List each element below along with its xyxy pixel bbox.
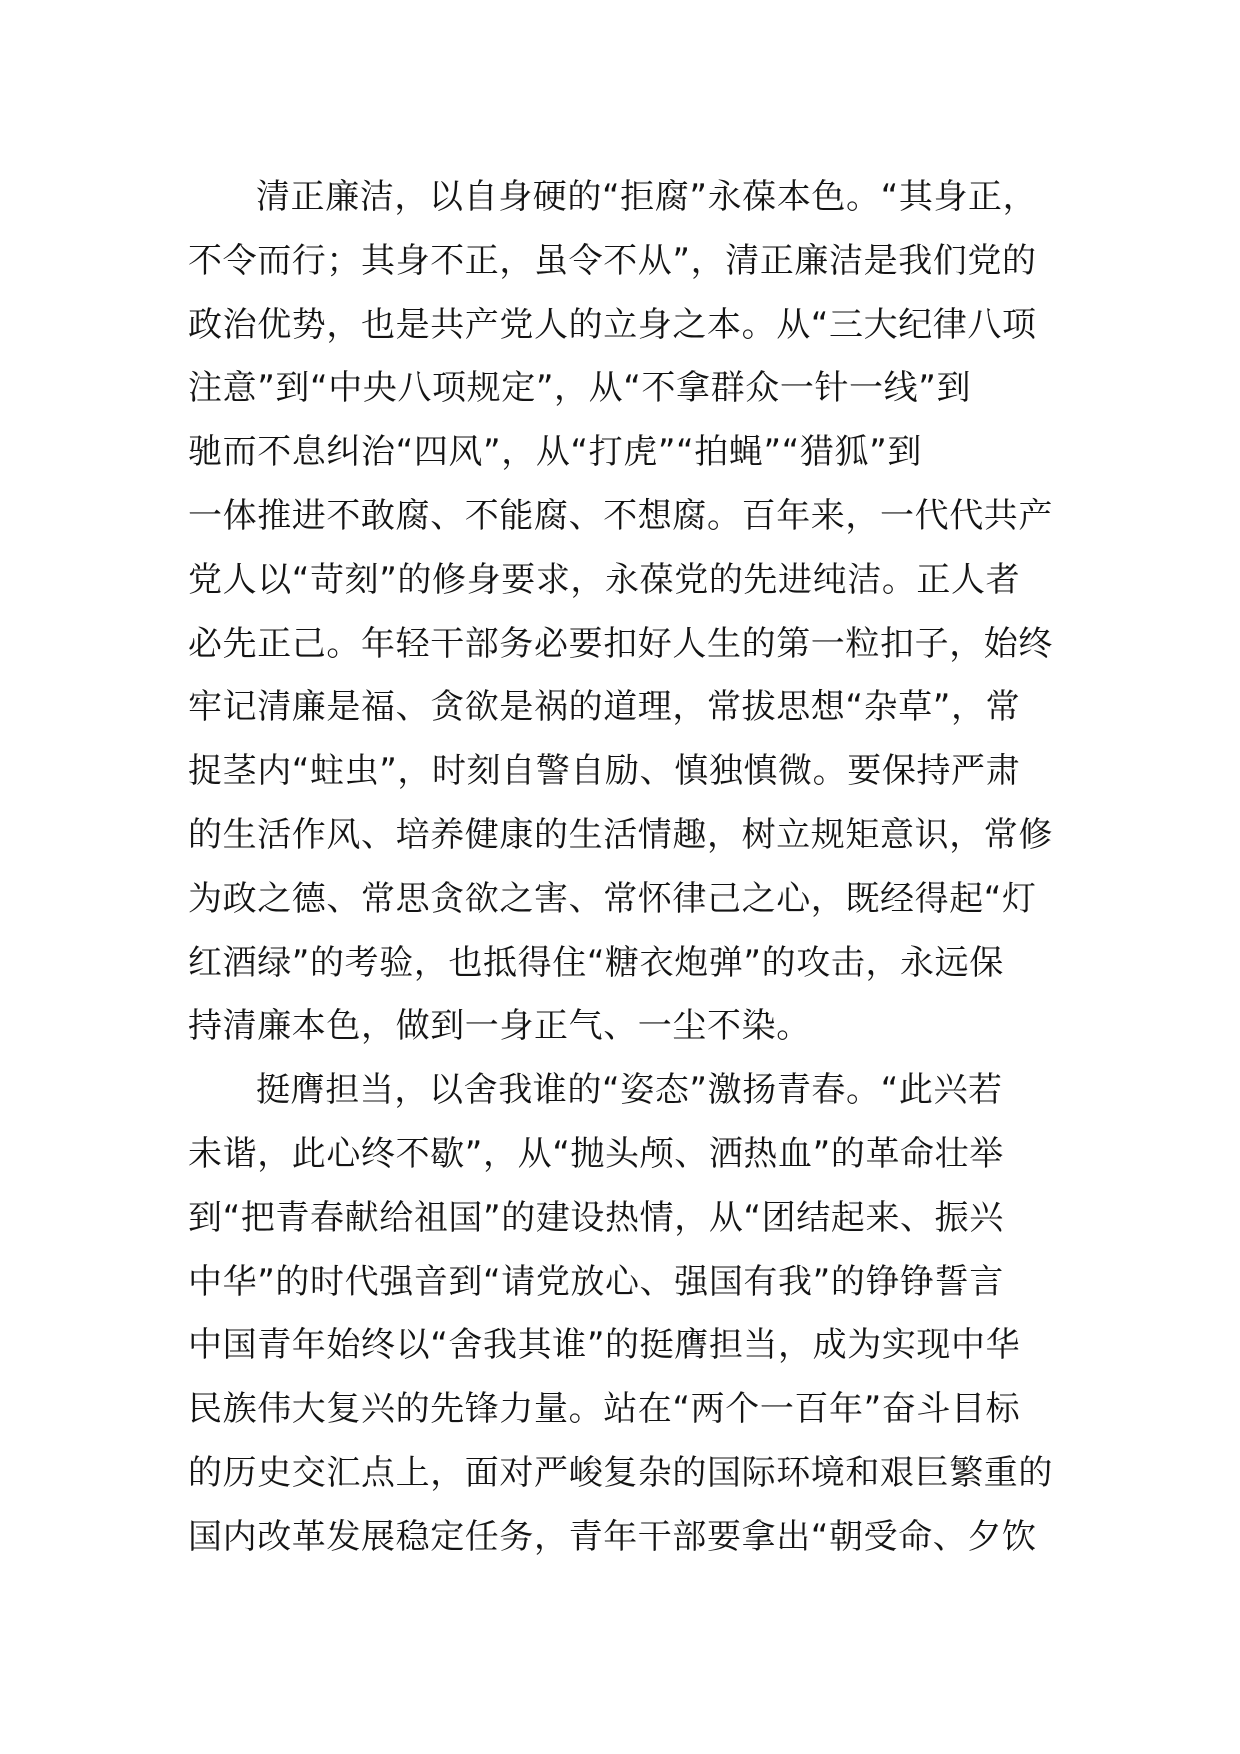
paragraph-line: 一体推进不敢腐、不能腐、不想腐。百年来，一代代共产 — [188, 495, 1053, 536]
paragraph-line: 中国青年始终以“舍我其谁”的挺膺担当，成为实现中华 — [188, 1325, 1021, 1366]
paragraph-line: 注意”到“中央八项规定”，从“不拿群众一针一线”到 — [188, 368, 972, 409]
paragraph-integrity — [188, 166, 1088, 1059]
paragraph-line: 民族伟大复兴的先锋力量。站在“两个一百年”奋斗目标 — [188, 1389, 1021, 1430]
paragraph-line: 驰而不息纠治“四风”，从“打虎”“拍蝇”“猎狐”到 — [188, 432, 922, 473]
paragraph-line: 牢记清廉是福、贪欲是祸的道理，常拔思想“杂草”，常 — [188, 687, 1021, 728]
paragraph-line: 清正廉洁，以自身硬的“拒腐”永葆本色。“其身正， — [256, 177, 1038, 217]
paragraph-line: 红酒绿”的考验，也抵得住“糖衣炮弹”的攻击，永远保 — [188, 942, 1004, 983]
paragraph-line: 持清廉本色，做到一身正气、一尘不染。 — [188, 1006, 811, 1047]
paragraph-line: 未谐，此心终不歇”，从“抛头颅、洒热血”的革命壮举 — [188, 1133, 1004, 1174]
paragraph-line: 国内改革发展稳定任务，青年干部要拿出“朝受命、夕饮 — [188, 1516, 1037, 1557]
paragraph-line: 捉茎内“蛀虫”，时刻自警自励、慎独慎微。要保持严肃 — [188, 751, 1021, 792]
paragraph-line: 必先正己。年轻干部务必要扣好人生的第一粒扣子，始终 — [188, 623, 1053, 664]
body-text — [188, 166, 1088, 1570]
paragraph-line: 中华”的时代强音到“请党放心、强国有我”的铮铮誓言 — [188, 1261, 1004, 1302]
paragraph-line: 党人以“苛刻”的修身要求，永葆党的先进纯洁。正人者 — [188, 559, 1021, 600]
paragraph-line: 政治优势，也是共产党人的立身之本。从“三大纪律八项 — [188, 304, 1037, 345]
paragraph-line: 的生活作风、培养健康的生活情趣，树立规矩意识，常修 — [188, 814, 1053, 855]
paragraph-responsibility — [188, 1059, 1088, 1569]
paragraph-line: 的历史交汇点上，面对严峻复杂的国际环境和艰巨繁重的 — [188, 1452, 1053, 1493]
paragraph-line: 到“把青春献给祖国”的建设热情，从“团结起来、振兴 — [188, 1197, 1004, 1238]
paragraph-line: 为政之德、常思贪欲之害、常怀律己之心，既经得起“灯 — [188, 878, 1037, 919]
paragraph-line: 不令而行；其身不正，虽令不从”，清正廉洁是我们党的 — [188, 240, 1037, 281]
paragraph-line: 挺膺担当，以舍我谁的“姿态”激扬青春。“此兴若 — [256, 1070, 1003, 1111]
